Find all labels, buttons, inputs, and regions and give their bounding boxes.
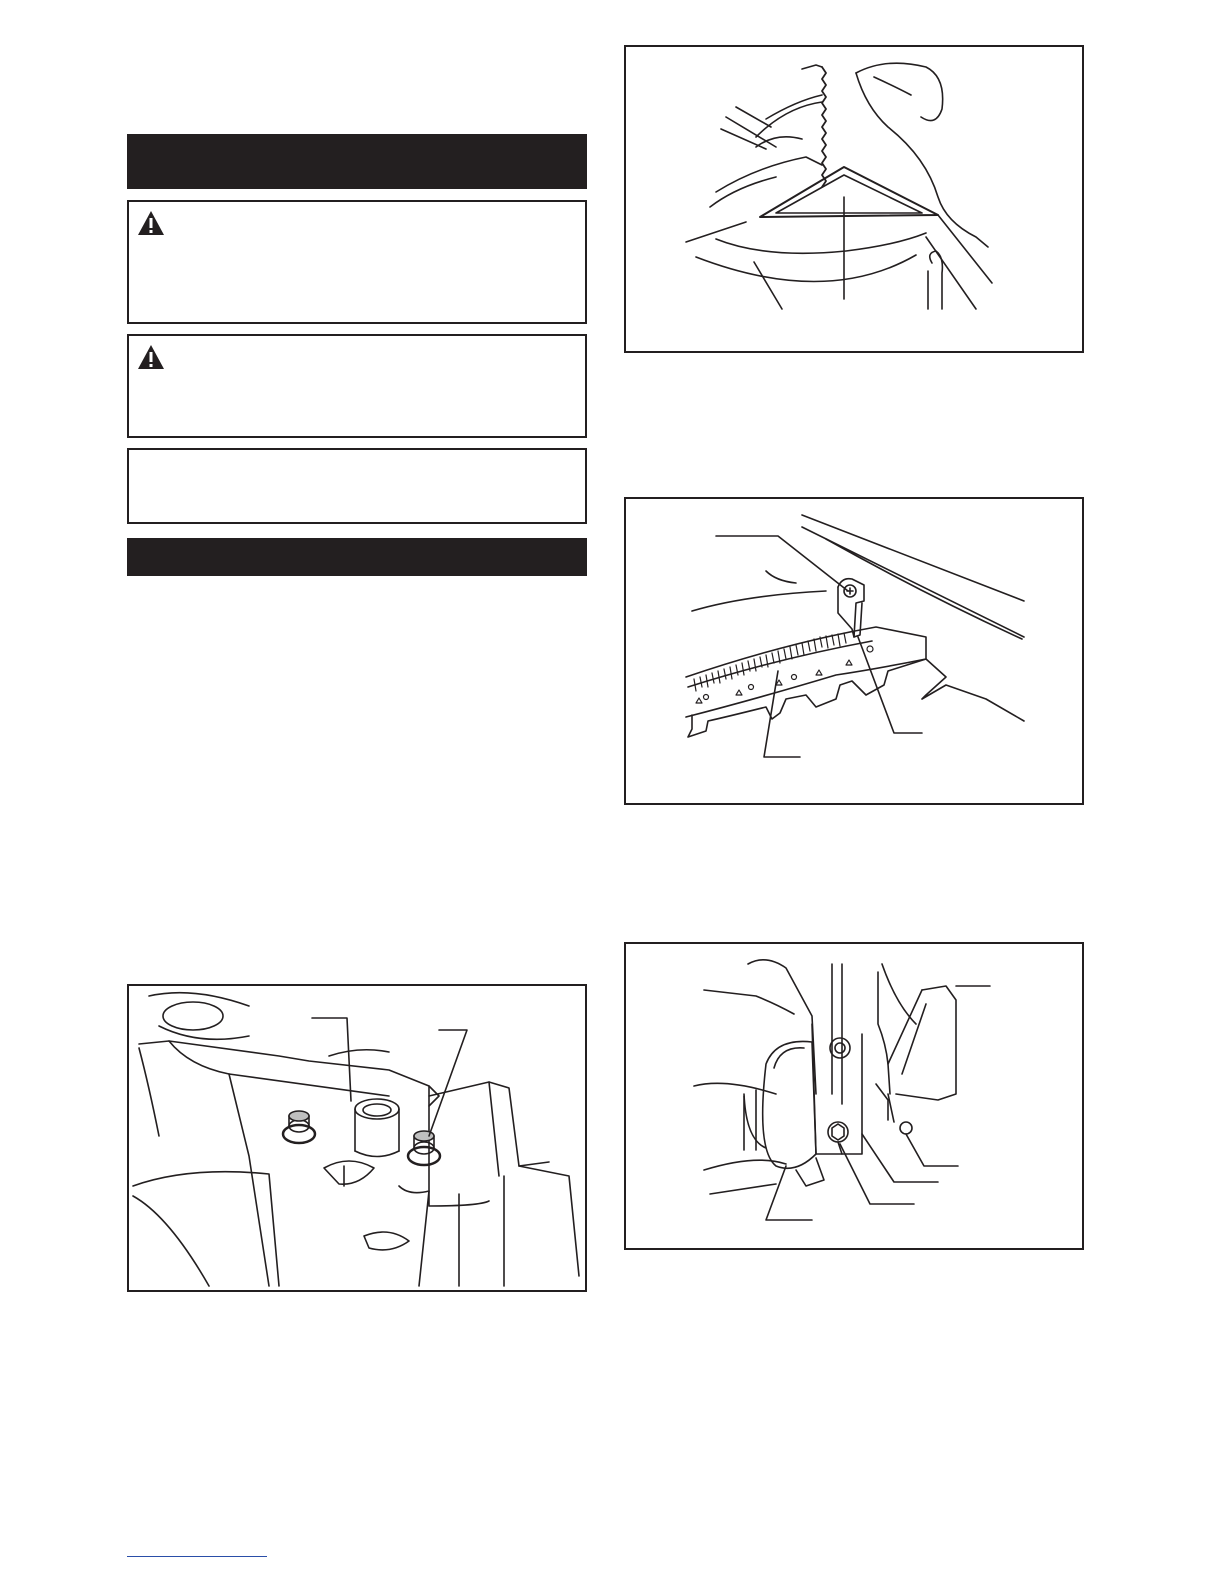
footer-rule [127,1556,267,1557]
figure-base-frame [127,984,587,1292]
figure-bevel-adjust-frame [624,942,1084,1250]
warning-box-1 [127,200,587,324]
triangle-rule-on-blade-illustration [626,47,1082,351]
warning-triangle-icon [137,344,165,370]
warning-box-2 [127,334,587,438]
note-box [127,448,587,524]
figure-miter-scale-frame [624,497,1084,805]
miter-scale-pointer-illustration [626,499,1082,803]
saw-base-illustration [129,986,585,1290]
warning-triangle-icon [137,210,165,236]
section-header-bar-1 [127,134,587,189]
figure-blade-square-frame [624,45,1084,353]
bevel-adjustment-illustration [626,944,1082,1248]
section-header-bar-2 [127,538,587,576]
